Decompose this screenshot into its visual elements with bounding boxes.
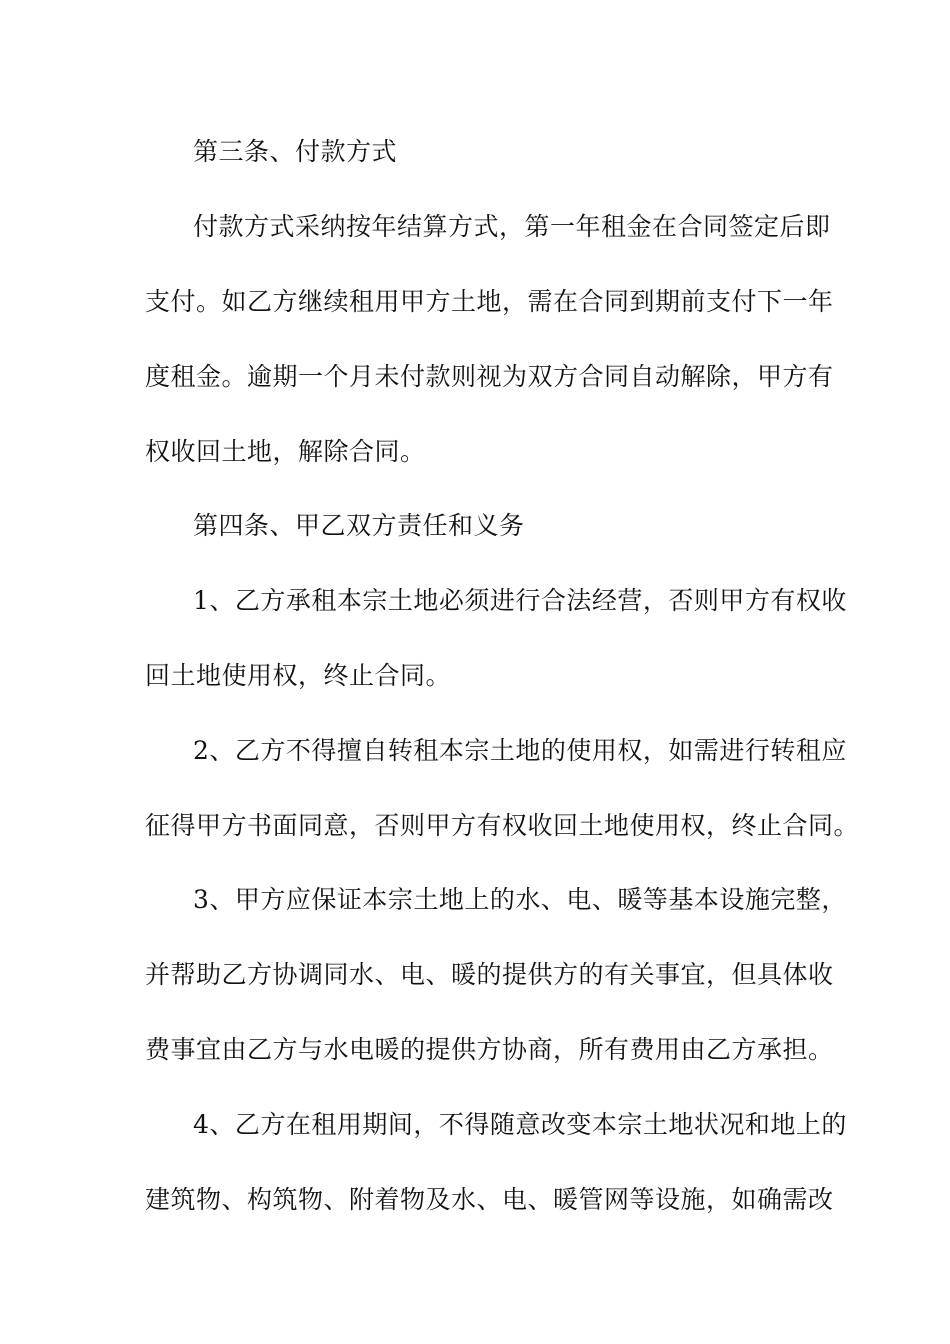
paragraph-line: 1、乙方承租本宗土地必须进行合法经营，否则甲方有权收 bbox=[193, 586, 847, 615]
paragraph-line: 回土地使用权，终止合同。 bbox=[145, 661, 452, 690]
paragraph-line: 2、乙方不得擅自转租本宗土地的使用权，如需进行转租应 bbox=[193, 736, 847, 765]
article-3-heading: 第三条、付款方式 bbox=[193, 137, 398, 166]
paragraph-line: 建筑物、构筑物、附着物及水、电、暖管网等设施，如确需改 bbox=[145, 1185, 834, 1214]
paragraph-line: 权收回土地，解除合同。 bbox=[145, 437, 426, 466]
paragraph-line: 付款方式采纳按年结算方式，第一年租金在合同签定后即 bbox=[193, 212, 831, 241]
paragraph-line: 费事宜由乙方与水电暖的提供方协商，所有费用由乙方承担。 bbox=[145, 1035, 834, 1064]
paragraph-line: 3、甲方应保证本宗土地上的水、电、暖等基本设施完整， bbox=[193, 885, 847, 914]
paragraph-line: 征得甲方书面同意，否则甲方有权收回土地使用权，终止合同。 bbox=[145, 811, 860, 840]
paragraph-line: 支付。如乙方继续租用甲方土地，需在合同到期前支付下一年 bbox=[145, 287, 834, 316]
paragraph-line: 并帮助乙方协调同水、电、暖的提供方的有关事宜，但具体收 bbox=[145, 960, 834, 989]
paragraph-line: 度租金。逾期一个月未付款则视为双方合同自动解除，甲方有 bbox=[145, 362, 834, 391]
paragraph-line: 4、乙方在租用期间，不得随意改变本宗土地状况和地上的 bbox=[193, 1110, 847, 1139]
article-4-heading: 第四条、甲乙双方责任和义务 bbox=[193, 511, 525, 540]
